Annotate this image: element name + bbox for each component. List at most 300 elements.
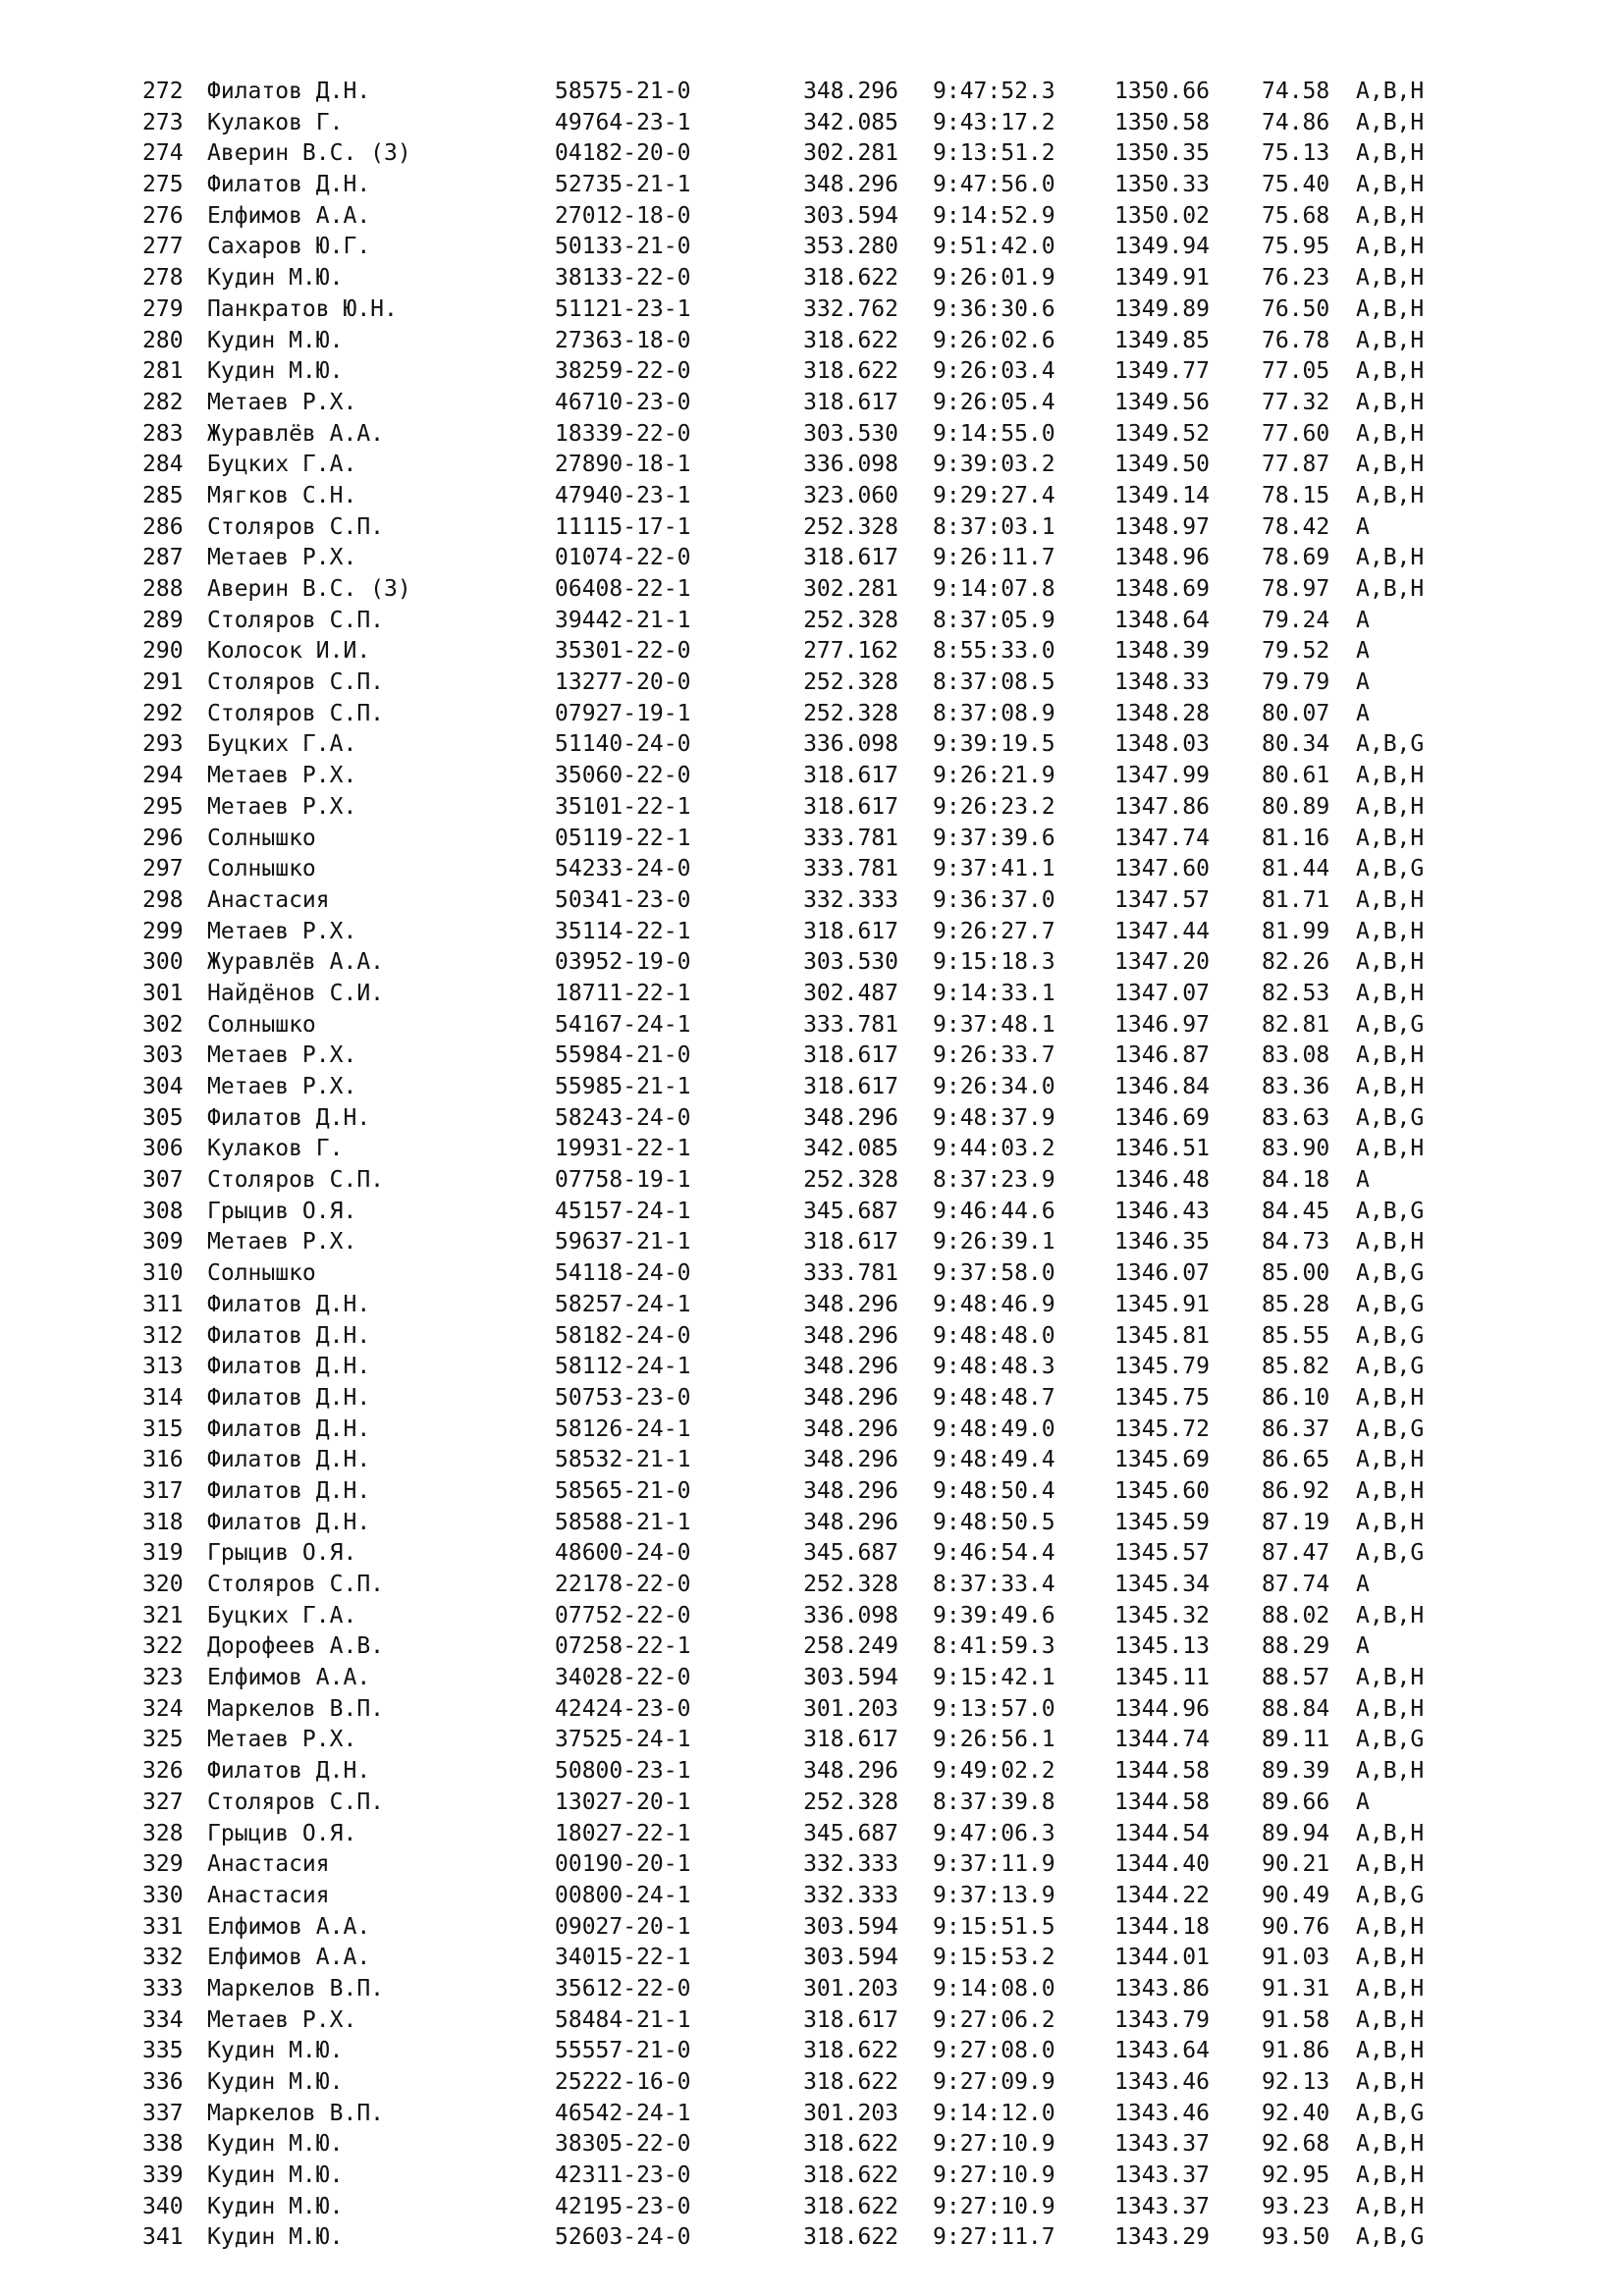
- rank-cell: 302: [142, 1011, 184, 1038]
- fancier-name-cell: Анастасия: [207, 1882, 330, 1908]
- arrival-time-cell: 9:27:11.7: [933, 2224, 1056, 2251]
- arrival-time-cell: 9:49:02.2: [933, 1758, 1056, 1785]
- fancier-name-cell: Филатов Д.Н.: [207, 1322, 371, 1349]
- rank-cell: 281: [142, 358, 184, 385]
- distance-cell: 318.617: [803, 545, 898, 571]
- speed-cell: 1349.14: [1114, 482, 1210, 508]
- coefficient-cell: 85.82: [1262, 1354, 1330, 1380]
- category-flags-cell: A,B,H: [1356, 1945, 1425, 1971]
- fancier-name-cell: Кудин М.Ю.: [207, 2131, 344, 2158]
- coefficient-cell: 93.23: [1262, 2193, 1330, 2219]
- ring-number-cell: 45157-24-1: [555, 1198, 691, 1224]
- speed-cell: 1345.79: [1114, 1354, 1210, 1380]
- coefficient-cell: 89.39: [1262, 1758, 1330, 1785]
- arrival-time-cell: 9:44:03.2: [933, 1136, 1056, 1162]
- distance-cell: 348.296: [803, 1415, 898, 1442]
- ring-number-cell: 55557-21-0: [555, 2038, 691, 2064]
- ring-number-cell: 42195-23-0: [555, 2193, 691, 2219]
- speed-cell: 1345.60: [1114, 1477, 1210, 1504]
- ring-number-cell: 35114-22-1: [555, 918, 691, 944]
- distance-cell: 348.296: [803, 1447, 898, 1473]
- distance-cell: 348.296: [803, 1322, 898, 1349]
- coefficient-cell: 77.60: [1262, 420, 1330, 447]
- distance-cell: 302.281: [803, 576, 898, 602]
- fancier-name-cell: Елфимов А.А.: [207, 1913, 371, 1940]
- arrival-time-cell: 9:48:46.9: [933, 1291, 1056, 1317]
- ring-number-cell: 38305-22-0: [555, 2131, 691, 2158]
- distance-cell: 345.687: [803, 1198, 898, 1224]
- distance-cell: 348.296: [803, 1104, 898, 1131]
- category-flags-cell: A,B,H: [1356, 1820, 1425, 1846]
- ring-number-cell: 27363-18-0: [555, 327, 691, 353]
- coefficient-cell: 88.57: [1262, 1665, 1330, 1691]
- rank-cell: 306: [142, 1136, 184, 1162]
- rank-cell: 329: [142, 1851, 184, 1878]
- speed-cell: 1344.96: [1114, 1695, 1210, 1722]
- coefficient-cell: 76.50: [1262, 295, 1330, 322]
- arrival-time-cell: 9:47:56.0: [933, 172, 1056, 198]
- distance-cell: 318.617: [803, 793, 898, 820]
- coefficient-cell: 84.45: [1262, 1198, 1330, 1224]
- category-flags-cell: A,B,G: [1356, 1540, 1425, 1567]
- rank-cell: 309: [142, 1229, 184, 1255]
- category-flags-cell: A,B,H: [1356, 918, 1425, 944]
- coefficient-cell: 92.95: [1262, 2163, 1330, 2189]
- category-flags-cell: A,B,H: [1356, 2163, 1425, 2189]
- ring-number-cell: 50133-21-0: [555, 234, 691, 260]
- arrival-time-cell: 9:48:37.9: [933, 1104, 1056, 1131]
- rank-cell: 277: [142, 234, 184, 260]
- rank-cell: 326: [142, 1758, 184, 1785]
- category-flags-cell: A,B,H: [1356, 1913, 1425, 1940]
- category-flags-cell: A,B,H: [1356, 1602, 1425, 1629]
- coefficient-cell: 87.74: [1262, 1572, 1330, 1597]
- category-flags-cell: A,B,H: [1356, 1074, 1425, 1099]
- speed-cell: 1345.59: [1114, 1509, 1210, 1535]
- arrival-time-cell: 9:26:33.7: [933, 1042, 1056, 1069]
- ring-number-cell: 46710-23-0: [555, 389, 691, 415]
- speed-cell: 1349.94: [1114, 234, 1210, 260]
- ring-number-cell: 03952-19-0: [555, 949, 691, 976]
- ring-number-cell: 58112-24-1: [555, 1354, 691, 1380]
- category-flags-cell: A,B,H: [1356, 2069, 1425, 2095]
- speed-cell: 1348.03: [1114, 731, 1210, 758]
- distance-cell: 332.333: [803, 1882, 898, 1908]
- distance-cell: 336.098: [803, 452, 898, 478]
- coefficient-cell: 78.15: [1262, 482, 1330, 508]
- rank-cell: 316: [142, 1447, 184, 1473]
- fancier-name-cell: Кудин М.Ю.: [207, 2193, 344, 2219]
- arrival-time-cell: 9:26:39.1: [933, 1229, 1056, 1255]
- ring-number-cell: 58257-24-1: [555, 1291, 691, 1317]
- distance-cell: 348.296: [803, 1384, 898, 1411]
- distance-cell: 303.594: [803, 1913, 898, 1940]
- distance-cell: 345.687: [803, 1540, 898, 1567]
- ring-number-cell: 27012-18-0: [555, 202, 691, 229]
- distance-cell: 333.781: [803, 1260, 898, 1287]
- arrival-time-cell: 8:37:39.8: [933, 1789, 1056, 1815]
- rank-cell: 294: [142, 763, 184, 789]
- speed-cell: 1344.01: [1114, 1945, 1210, 1971]
- ring-number-cell: 22178-22-0: [555, 1572, 691, 1597]
- ring-number-cell: 07927-19-1: [555, 700, 691, 726]
- ring-number-cell: 01074-22-0: [555, 545, 691, 571]
- rank-cell: 317: [142, 1477, 184, 1504]
- arrival-time-cell: 9:48:50.4: [933, 1477, 1056, 1504]
- rank-cell: 340: [142, 2193, 184, 2219]
- speed-cell: 1344.58: [1114, 1789, 1210, 1815]
- rank-cell: 330: [142, 1882, 184, 1908]
- coefficient-cell: 90.21: [1262, 1851, 1330, 1878]
- category-flags-cell: A,B,H: [1356, 2131, 1425, 2158]
- distance-cell: 318.622: [803, 2193, 898, 2219]
- ring-number-cell: 58575-21-0: [555, 79, 691, 104]
- category-flags-cell: A,B,H: [1356, 1229, 1425, 1255]
- distance-cell: 252.328: [803, 1789, 898, 1815]
- rank-cell: 304: [142, 1074, 184, 1099]
- ring-number-cell: 00800-24-1: [555, 1882, 691, 1908]
- arrival-time-cell: 9:27:10.9: [933, 2131, 1056, 2158]
- category-flags-cell: A: [1356, 638, 1370, 665]
- arrival-time-cell: 9:37:41.1: [933, 856, 1056, 882]
- coefficient-cell: 75.13: [1262, 140, 1330, 167]
- arrival-time-cell: 9:27:06.2: [933, 2006, 1056, 2033]
- rank-cell: 275: [142, 172, 184, 198]
- distance-cell: 318.622: [803, 2163, 898, 2189]
- rank-cell: 320: [142, 1572, 184, 1597]
- coefficient-cell: 78.97: [1262, 576, 1330, 602]
- fancier-name-cell: Филатов Д.Н.: [207, 1415, 371, 1442]
- coefficient-cell: 91.31: [1262, 1975, 1330, 2002]
- rank-cell: 328: [142, 1820, 184, 1846]
- category-flags-cell: A: [1356, 1572, 1370, 1597]
- fancier-name-cell: Грыцив О.Я.: [207, 1820, 357, 1846]
- fancier-name-cell: Анастасия: [207, 1851, 330, 1878]
- coefficient-cell: 75.95: [1262, 234, 1330, 260]
- coefficient-cell: 74.86: [1262, 109, 1330, 135]
- coefficient-cell: 86.65: [1262, 1447, 1330, 1473]
- coefficient-cell: 85.28: [1262, 1291, 1330, 1317]
- category-flags-cell: A,B,H: [1356, 1447, 1425, 1473]
- fancier-name-cell: Метаев Р.Х.: [207, 389, 357, 415]
- fancier-name-cell: Метаев Р.Х.: [207, 918, 357, 944]
- ring-number-cell: 25222-16-0: [555, 2069, 691, 2095]
- speed-cell: 1350.66: [1114, 79, 1210, 104]
- arrival-time-cell: 8:37:08.9: [933, 700, 1056, 726]
- arrival-time-cell: 9:15:18.3: [933, 949, 1056, 976]
- category-flags-cell: A,B,H: [1356, 1136, 1425, 1162]
- category-flags-cell: A,B,H: [1356, 482, 1425, 508]
- speed-cell: 1349.56: [1114, 389, 1210, 415]
- speed-cell: 1349.50: [1114, 452, 1210, 478]
- speed-cell: 1343.37: [1114, 2193, 1210, 2219]
- category-flags-cell: A,B,H: [1356, 420, 1425, 447]
- arrival-time-cell: 9:48:49.4: [933, 1447, 1056, 1473]
- ring-number-cell: 05119-22-1: [555, 825, 691, 851]
- speed-cell: 1344.54: [1114, 1820, 1210, 1846]
- coefficient-cell: 79.24: [1262, 607, 1330, 633]
- category-flags-cell: A,B,H: [1356, 763, 1425, 789]
- rank-cell: 285: [142, 482, 184, 508]
- arrival-time-cell: 9:14:52.9: [933, 202, 1056, 229]
- speed-cell: 1346.51: [1114, 1136, 1210, 1162]
- coefficient-cell: 88.84: [1262, 1695, 1330, 1722]
- arrival-time-cell: 9:48:49.0: [933, 1415, 1056, 1442]
- arrival-time-cell: 9:26:02.6: [933, 327, 1056, 353]
- fancier-name-cell: Буцких Г.А.: [207, 731, 357, 758]
- fancier-name-cell: Кудин М.Ю.: [207, 265, 344, 292]
- category-flags-cell: A,B,H: [1356, 79, 1425, 104]
- category-flags-cell: A,B,H: [1356, 234, 1425, 260]
- rank-cell: 331: [142, 1913, 184, 1940]
- fancier-name-cell: Метаев Р.Х.: [207, 763, 357, 789]
- rank-cell: 333: [142, 1975, 184, 2002]
- rank-cell: 325: [142, 1727, 184, 1753]
- fancier-name-cell: Метаев Р.Х.: [207, 1229, 357, 1255]
- category-flags-cell: A,B,H: [1356, 1665, 1425, 1691]
- rank-cell: 292: [142, 700, 184, 726]
- category-flags-cell: A,B,H: [1356, 202, 1425, 229]
- speed-cell: 1343.37: [1114, 2131, 1210, 2158]
- distance-cell: 302.281: [803, 140, 898, 167]
- rank-cell: 283: [142, 420, 184, 447]
- rank-cell: 278: [142, 265, 184, 292]
- category-flags-cell: A,B,G: [1356, 1011, 1425, 1038]
- arrival-time-cell: 9:15:42.1: [933, 1665, 1056, 1691]
- distance-cell: 342.085: [803, 1136, 898, 1162]
- ring-number-cell: 55984-21-0: [555, 1042, 691, 1069]
- fancier-name-cell: Найдёнов С.И.: [207, 980, 385, 1006]
- arrival-time-cell: 9:26:23.2: [933, 793, 1056, 820]
- category-flags-cell: A: [1356, 1167, 1370, 1194]
- coefficient-cell: 76.23: [1262, 265, 1330, 292]
- arrival-time-cell: 9:48:48.7: [933, 1384, 1056, 1411]
- arrival-time-cell: 8:37:33.4: [933, 1572, 1056, 1597]
- speed-cell: 1346.35: [1114, 1229, 1210, 1255]
- coefficient-cell: 83.08: [1262, 1042, 1330, 1069]
- category-flags-cell: A,B,H: [1356, 1042, 1425, 1069]
- category-flags-cell: A,B,H: [1356, 1384, 1425, 1411]
- speed-cell: 1346.84: [1114, 1074, 1210, 1099]
- coefficient-cell: 86.37: [1262, 1415, 1330, 1442]
- ring-number-cell: 13277-20-0: [555, 669, 691, 696]
- coefficient-cell: 81.99: [1262, 918, 1330, 944]
- ring-number-cell: 35060-22-0: [555, 763, 691, 789]
- category-flags-cell: A,B,H: [1356, 1758, 1425, 1785]
- arrival-time-cell: 9:43:17.2: [933, 109, 1056, 135]
- rank-cell: 318: [142, 1509, 184, 1535]
- coefficient-cell: 83.36: [1262, 1074, 1330, 1099]
- ring-number-cell: 52603-24-0: [555, 2224, 691, 2251]
- speed-cell: 1344.22: [1114, 1882, 1210, 1908]
- fancier-name-cell: Колосок И.И.: [207, 638, 371, 665]
- ring-number-cell: 51140-24-0: [555, 731, 691, 758]
- coefficient-cell: 88.02: [1262, 1602, 1330, 1629]
- coefficient-cell: 80.61: [1262, 763, 1330, 789]
- category-flags-cell: A,B,G: [1356, 1354, 1425, 1380]
- speed-cell: 1345.91: [1114, 1291, 1210, 1317]
- arrival-time-cell: 9:27:09.9: [933, 2069, 1056, 2095]
- distance-cell: 318.617: [803, 389, 898, 415]
- distance-cell: 336.098: [803, 731, 898, 758]
- category-flags-cell: A,B,G: [1356, 1882, 1425, 1908]
- rank-cell: 323: [142, 1665, 184, 1691]
- rank-cell: 305: [142, 1104, 184, 1131]
- category-flags-cell: A,B,H: [1356, 825, 1425, 851]
- category-flags-cell: A,B,G: [1356, 1727, 1425, 1753]
- distance-cell: 348.296: [803, 1509, 898, 1535]
- fancier-name-cell: Сахаров Ю.Г.: [207, 234, 371, 260]
- fancier-name-cell: Маркелов В.П.: [207, 1695, 385, 1722]
- fancier-name-cell: Кудин М.Ю.: [207, 2163, 344, 2189]
- coefficient-cell: 90.76: [1262, 1913, 1330, 1940]
- ring-number-cell: 50341-23-0: [555, 886, 691, 913]
- fancier-name-cell: Маркелов В.П.: [207, 2100, 385, 2126]
- ring-number-cell: 07758-19-1: [555, 1167, 691, 1194]
- speed-cell: 1345.81: [1114, 1322, 1210, 1349]
- distance-cell: 336.098: [803, 1602, 898, 1629]
- category-flags-cell: A,B,H: [1356, 980, 1425, 1006]
- distance-cell: 301.203: [803, 1695, 898, 1722]
- coefficient-cell: 74.58: [1262, 79, 1330, 104]
- ring-number-cell: 58182-24-0: [555, 1322, 691, 1349]
- category-flags-cell: A,B,H: [1356, 1975, 1425, 2002]
- speed-cell: 1347.44: [1114, 918, 1210, 944]
- rank-cell: 300: [142, 949, 184, 976]
- coefficient-cell: 81.16: [1262, 825, 1330, 851]
- coefficient-cell: 80.07: [1262, 700, 1330, 726]
- coefficient-cell: 81.71: [1262, 886, 1330, 913]
- ring-number-cell: 48600-24-0: [555, 1540, 691, 1567]
- fancier-name-cell: Аверин В.С. (З): [207, 140, 411, 167]
- ring-number-cell: 42424-23-0: [555, 1695, 691, 1722]
- distance-cell: 345.687: [803, 1820, 898, 1846]
- arrival-time-cell: 9:39:49.6: [933, 1602, 1056, 1629]
- fancier-name-cell: Елфимов А.А.: [207, 202, 371, 229]
- arrival-time-cell: 9:46:44.6: [933, 1198, 1056, 1224]
- distance-cell: 348.296: [803, 79, 898, 104]
- ring-number-cell: 54233-24-0: [555, 856, 691, 882]
- coefficient-cell: 79.52: [1262, 638, 1330, 665]
- ring-number-cell: 49764-23-1: [555, 109, 691, 135]
- ring-number-cell: 58532-21-1: [555, 1447, 691, 1473]
- coefficient-cell: 82.81: [1262, 1011, 1330, 1038]
- arrival-time-cell: 9:13:51.2: [933, 140, 1056, 167]
- speed-cell: 1346.69: [1114, 1104, 1210, 1131]
- speed-cell: 1347.74: [1114, 825, 1210, 851]
- coefficient-cell: 77.05: [1262, 358, 1330, 385]
- distance-cell: 318.617: [803, 1074, 898, 1099]
- speed-cell: 1349.77: [1114, 358, 1210, 385]
- distance-cell: 277.162: [803, 638, 898, 665]
- ring-number-cell: 35101-22-1: [555, 793, 691, 820]
- speed-cell: 1347.60: [1114, 856, 1210, 882]
- coefficient-cell: 90.49: [1262, 1882, 1330, 1908]
- rank-cell: 312: [142, 1322, 184, 1349]
- rank-cell: 276: [142, 202, 184, 229]
- fancier-name-cell: Метаев Р.Х.: [207, 1074, 357, 1099]
- fancier-name-cell: Грыцив О.Я.: [207, 1198, 357, 1224]
- speed-cell: 1347.07: [1114, 980, 1210, 1006]
- rank-cell: 290: [142, 638, 184, 665]
- arrival-time-cell: 9:26:56.1: [933, 1727, 1056, 1753]
- distance-cell: 318.622: [803, 327, 898, 353]
- rank-cell: 308: [142, 1198, 184, 1224]
- speed-cell: 1348.33: [1114, 669, 1210, 696]
- distance-cell: 301.203: [803, 1975, 898, 2002]
- speed-cell: 1345.34: [1114, 1572, 1210, 1597]
- coefficient-cell: 89.94: [1262, 1820, 1330, 1846]
- ring-number-cell: 42311-23-0: [555, 2163, 691, 2189]
- distance-cell: 353.280: [803, 234, 898, 260]
- speed-cell: 1345.32: [1114, 1602, 1210, 1629]
- rank-cell: 288: [142, 576, 184, 602]
- arrival-time-cell: 9:13:57.0: [933, 1695, 1056, 1722]
- ring-number-cell: 13027-20-1: [555, 1789, 691, 1815]
- speed-cell: 1346.07: [1114, 1260, 1210, 1287]
- rank-cell: 334: [142, 2006, 184, 2033]
- ring-number-cell: 27890-18-1: [555, 452, 691, 478]
- coefficient-cell: 83.90: [1262, 1136, 1330, 1162]
- fancier-name-cell: Кудин М.Ю.: [207, 327, 344, 353]
- distance-cell: 318.622: [803, 2069, 898, 2095]
- fancier-name-cell: Филатов Д.Н.: [207, 1758, 371, 1785]
- category-flags-cell: A,B,H: [1356, 576, 1425, 602]
- ring-number-cell: 54167-24-1: [555, 1011, 691, 1038]
- coefficient-cell: 75.68: [1262, 202, 1330, 229]
- distance-cell: 348.296: [803, 1354, 898, 1380]
- coefficient-cell: 83.63: [1262, 1104, 1330, 1131]
- ring-number-cell: 07752-22-0: [555, 1602, 691, 1629]
- fancier-name-cell: Кудин М.Ю.: [207, 2069, 344, 2095]
- speed-cell: 1348.39: [1114, 638, 1210, 665]
- speed-cell: 1350.58: [1114, 109, 1210, 135]
- arrival-time-cell: 9:47:52.3: [933, 79, 1056, 104]
- coefficient-cell: 77.87: [1262, 452, 1330, 478]
- fancier-name-cell: Метаев Р.Х.: [207, 1727, 357, 1753]
- rank-cell: 339: [142, 2163, 184, 2189]
- rank-cell: 289: [142, 607, 184, 633]
- fancier-name-cell: Солнышко: [207, 1011, 316, 1038]
- ring-number-cell: 19931-22-1: [555, 1136, 691, 1162]
- fancier-name-cell: Аверин В.С. (З): [207, 576, 411, 602]
- speed-cell: 1347.99: [1114, 763, 1210, 789]
- ring-number-cell: 04182-20-0: [555, 140, 691, 167]
- ring-number-cell: 35301-22-0: [555, 638, 691, 665]
- fancier-name-cell: Елфимов А.А.: [207, 1665, 371, 1691]
- arrival-time-cell: 8:55:33.0: [933, 638, 1056, 665]
- ring-number-cell: 51121-23-1: [555, 295, 691, 322]
- fancier-name-cell: Кулаков Г.: [207, 109, 344, 135]
- fancier-name-cell: Анастасия: [207, 886, 330, 913]
- ring-number-cell: 38133-22-0: [555, 265, 691, 292]
- coefficient-cell: 78.42: [1262, 513, 1330, 540]
- rank-cell: 293: [142, 731, 184, 758]
- arrival-time-cell: 9:47:06.3: [933, 1820, 1056, 1846]
- speed-cell: 1345.69: [1114, 1447, 1210, 1473]
- speed-cell: 1350.33: [1114, 172, 1210, 198]
- coefficient-cell: 86.10: [1262, 1384, 1330, 1411]
- fancier-name-cell: Журавлёв А.А.: [207, 949, 385, 976]
- coefficient-cell: 92.40: [1262, 2100, 1330, 2126]
- arrival-time-cell: 8:37:05.9: [933, 607, 1056, 633]
- fancier-name-cell: Метаев Р.Х.: [207, 545, 357, 571]
- rank-cell: 310: [142, 1260, 184, 1287]
- distance-cell: 301.203: [803, 2100, 898, 2126]
- ring-number-cell: 00190-20-1: [555, 1851, 691, 1878]
- ring-number-cell: 59637-21-1: [555, 1229, 691, 1255]
- arrival-time-cell: 9:14:12.0: [933, 2100, 1056, 2126]
